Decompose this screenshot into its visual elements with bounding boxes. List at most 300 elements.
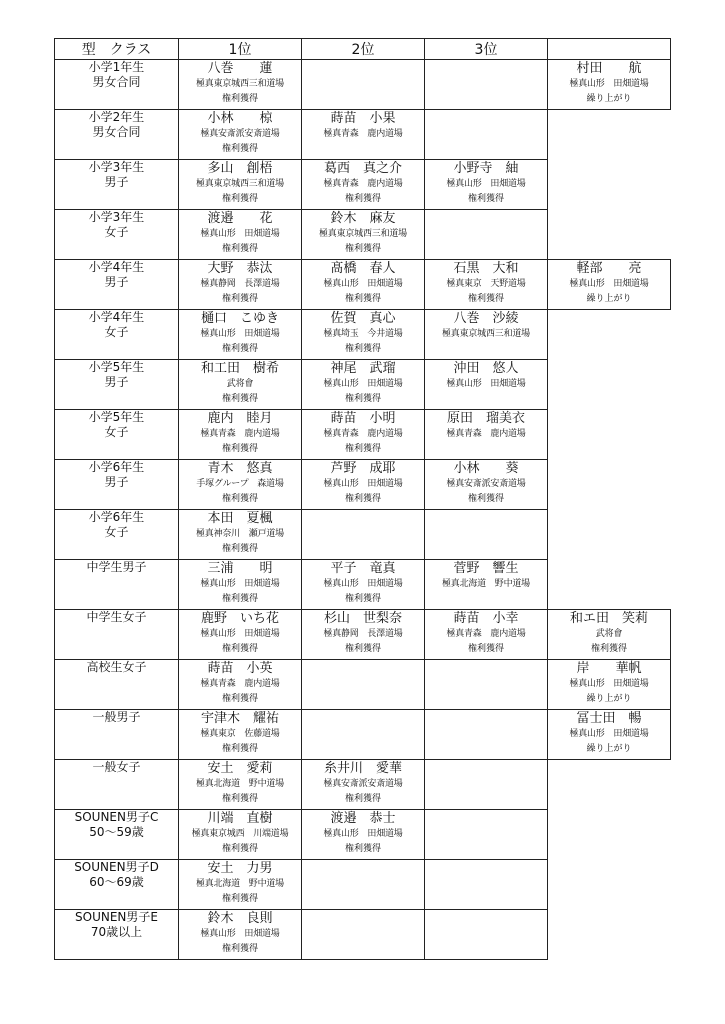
- athlete-name: 村田 航: [576, 61, 642, 76]
- athlete-name: 沖田 悠人: [453, 361, 519, 376]
- class-cell: [55, 210, 179, 260]
- athlete-name: 石黒 大和: [453, 261, 519, 276]
- athlete-name: 小林 椋: [207, 111, 273, 126]
- second-place-cell: [302, 860, 425, 910]
- athlete-name: 和工田 樹希: [200, 361, 279, 376]
- athlete-name: 鈴木 麻友: [330, 211, 396, 226]
- status-note: 権利獲得: [221, 444, 258, 454]
- third-place-cell: [425, 910, 548, 960]
- athlete-name: 鈴木 良則: [207, 911, 273, 926]
- class-cell: [55, 810, 179, 860]
- class-label: 小学5年生: [88, 360, 145, 374]
- class-label: 小学2年生: [88, 110, 145, 124]
- class-cell: [55, 310, 179, 360]
- class-label: 小学4年生: [88, 260, 145, 274]
- third-place-cell: [425, 710, 548, 760]
- status-note: 権利獲得: [344, 194, 381, 204]
- class-label: 小学4年生: [88, 310, 145, 324]
- status-note: 権利獲得: [344, 444, 381, 454]
- athlete-name: 本田 夏楓: [207, 511, 273, 526]
- athlete-name: 神尾 武瑠: [330, 361, 396, 376]
- table-row: [55, 610, 671, 660]
- athlete-name: 樋口 こゆき: [200, 311, 279, 326]
- third-place-cell: [425, 60, 548, 110]
- first-place-cell: [179, 510, 302, 560]
- table-row: [55, 760, 671, 810]
- class-label: SOUNEN男子D: [74, 860, 159, 874]
- status-note: 権利獲得: [221, 944, 258, 954]
- athlete-name: [548, 210, 671, 211]
- first-place-cell: [179, 310, 302, 360]
- table-row: [55, 410, 671, 460]
- status-note: 権利獲得: [344, 644, 381, 654]
- athlete-name: [425, 660, 547, 661]
- dojo-name: 極真山形 田畑道場: [200, 629, 280, 639]
- class-label: 女子: [104, 225, 129, 239]
- athlete-name: 岸 華帆: [576, 661, 642, 676]
- table-row: [55, 510, 671, 560]
- first-place-cell: [179, 710, 302, 760]
- athlete-name: 鹿野 いち花: [200, 611, 279, 626]
- athlete-name: 小林 葵: [453, 461, 519, 476]
- status-note: 権利獲得: [221, 94, 258, 104]
- status-note: 権利獲得: [221, 694, 258, 704]
- class-cell: [55, 760, 179, 810]
- class-cell: [55, 260, 179, 310]
- third-place-cell: [425, 860, 548, 910]
- dojo-name: 極真山形 田畑道場: [569, 79, 649, 89]
- dojo-name: 極真東京 佐藤道場: [200, 729, 280, 739]
- second-place-cell: [302, 510, 425, 560]
- status-note: 繰り上がり: [586, 744, 632, 754]
- athlete-name: [425, 510, 547, 511]
- third-place-cell: [425, 610, 548, 660]
- dojo-name: 極真青森 鹿内道場: [446, 629, 526, 639]
- table-row: [55, 160, 671, 210]
- third-place-cell: [425, 560, 548, 610]
- second-place-cell: [302, 760, 425, 810]
- status-note: 権利獲得: [344, 794, 381, 804]
- athlete-name: [548, 460, 671, 461]
- first-place-cell: [179, 610, 302, 660]
- third-place-cell: [425, 360, 548, 410]
- dojo-name: 極真青森 鹿内道場: [200, 679, 280, 689]
- athlete-name: [425, 760, 547, 761]
- athlete-name: [302, 860, 424, 861]
- athlete-name: 川端 直樹: [207, 811, 273, 826]
- status-note: 権利獲得: [467, 644, 504, 654]
- class-cell: [55, 60, 179, 110]
- header-third: 3位: [425, 39, 548, 60]
- athlete-name: 小野寺 紬: [453, 161, 519, 176]
- class-cell: [55, 610, 179, 660]
- athlete-name: 糸井川 愛華: [323, 761, 402, 776]
- first-place-cell: [179, 560, 302, 610]
- first-place-cell: [179, 360, 302, 410]
- status-note: 権利獲得: [467, 294, 504, 304]
- extra-cell: [548, 60, 671, 110]
- athlete-name: 安土 愛莉: [207, 761, 273, 776]
- dojo-name: 極真静岡 長澤道場: [200, 279, 280, 289]
- dojo-name: 極真東京城西三和道場: [441, 329, 530, 339]
- athlete-name: [548, 110, 671, 111]
- dojo-name: 極真北海道 野中道場: [195, 879, 284, 889]
- dojo-name: 極真山形 田畑道場: [323, 579, 403, 589]
- dojo-name: 極真東京城西三和道場: [195, 179, 284, 189]
- class-label: 一般女子: [92, 760, 141, 774]
- athlete-name: [425, 110, 547, 111]
- athlete-name: 蒔苗 小英: [207, 661, 273, 676]
- extra-cell: [548, 910, 671, 960]
- status-note: 権利獲得: [221, 244, 258, 254]
- dojo-name: 極真安斎派安斎道場: [446, 479, 526, 489]
- table-row: [55, 810, 671, 860]
- second-place-cell: [302, 310, 425, 360]
- status-note: 権利獲得: [221, 294, 258, 304]
- dojo-name: 極真青森 鹿内道場: [323, 429, 403, 439]
- table-row: [55, 210, 671, 260]
- third-place-cell: [425, 810, 548, 860]
- status-note: 権利獲得: [590, 644, 627, 654]
- status-note: 権利獲得: [221, 894, 258, 904]
- athlete-name: [425, 860, 547, 861]
- second-place-cell: [302, 610, 425, 660]
- dojo-name: 極真山形 田畑道場: [323, 829, 403, 839]
- extra-cell: [548, 660, 671, 710]
- third-place-cell: [425, 660, 548, 710]
- table-row: [55, 260, 671, 310]
- class-label: 中学生女子: [86, 610, 147, 624]
- extra-cell: [548, 760, 671, 810]
- first-place-cell: [179, 160, 302, 210]
- athlete-name: 佐賀 真心: [330, 311, 396, 326]
- athlete-name: [548, 360, 671, 361]
- dojo-name: 極真青森 鹿内道場: [446, 429, 526, 439]
- class-label: 小学5年生: [88, 410, 145, 424]
- table-row: [55, 110, 671, 160]
- third-place-cell: [425, 310, 548, 360]
- third-place-cell: [425, 410, 548, 460]
- athlete-name: 宇津木 耀祐: [200, 711, 279, 726]
- extra-cell: [548, 560, 671, 610]
- athlete-name: 大野 恭汰: [207, 261, 273, 276]
- athlete-name: [302, 710, 424, 711]
- class-cell: [55, 160, 179, 210]
- dojo-name: 極真静岡 長澤道場: [323, 629, 403, 639]
- class-cell: [55, 710, 179, 760]
- status-note: 繰り上がり: [586, 94, 632, 104]
- status-note: 権利獲得: [221, 544, 258, 554]
- extra-cell: [548, 260, 671, 310]
- table-row: [55, 910, 671, 960]
- dojo-name: 極真山形 田畑道場: [200, 929, 280, 939]
- first-place-cell: [179, 110, 302, 160]
- athlete-name: [548, 310, 671, 311]
- status-note: 権利獲得: [221, 144, 258, 154]
- athlete-name: 八巻 蓮: [207, 61, 273, 76]
- table-row: [55, 560, 671, 610]
- status-note: 権利獲得: [344, 244, 381, 254]
- dojo-name: 極真青森 鹿内道場: [323, 129, 403, 139]
- table-row: [55, 310, 671, 360]
- class-label: 50～59歳: [89, 825, 144, 839]
- athlete-name: 多山 創梧: [207, 161, 273, 176]
- dojo-name: 極真安斎派安斎道場: [323, 779, 403, 789]
- first-place-cell: [179, 260, 302, 310]
- athlete-name: [302, 60, 424, 61]
- third-place-cell: [425, 510, 548, 560]
- extra-cell: [548, 610, 671, 660]
- extra-cell: [548, 510, 671, 560]
- status-note: 権利獲得: [344, 344, 381, 354]
- dojo-name: 極真山形 田畑道場: [446, 179, 526, 189]
- athlete-name: 平子 竜真: [330, 561, 396, 576]
- class-cell: [55, 660, 179, 710]
- dojo-name: 極真山形 田畑道場: [569, 729, 649, 739]
- header-row: [55, 39, 671, 60]
- athlete-name: 三浦 明: [207, 561, 273, 576]
- third-place-cell: [425, 760, 548, 810]
- dojo-name: 極真東京城西三和道場: [318, 229, 407, 239]
- dojo-name: 武将會: [595, 629, 623, 639]
- athlete-name: [548, 810, 671, 811]
- athlete-name: [548, 560, 671, 561]
- table-row: [55, 860, 671, 910]
- dojo-name: 極真埼玉 今井道場: [323, 329, 403, 339]
- second-place-cell: [302, 410, 425, 460]
- athlete-name: 冨士田 暢: [576, 711, 642, 726]
- dojo-name: 武将會: [226, 379, 254, 389]
- class-cell: [55, 360, 179, 410]
- status-note: 権利獲得: [221, 394, 258, 404]
- second-place-cell: [302, 810, 425, 860]
- athlete-name: [425, 910, 547, 911]
- class-cell: [55, 860, 179, 910]
- extra-cell: [548, 110, 671, 160]
- dojo-name: 極真山形 田畑道場: [323, 379, 403, 389]
- first-place-cell: [179, 860, 302, 910]
- dojo-name: 極真北海道 野中道場: [195, 779, 284, 789]
- class-label: 70歳以上: [90, 925, 143, 939]
- status-note: 権利獲得: [344, 594, 381, 604]
- status-note: 権利獲得: [467, 194, 504, 204]
- second-place-cell: [302, 110, 425, 160]
- first-place-cell: [179, 410, 302, 460]
- class-label: 男子: [104, 275, 129, 289]
- athlete-name: 髙橋 春人: [330, 261, 396, 276]
- dojo-name: 極真山形 田畑道場: [446, 379, 526, 389]
- athlete-name: [302, 910, 424, 911]
- second-place-cell: [302, 460, 425, 510]
- athlete-name: [425, 810, 547, 811]
- athlete-name: 菅野 響生: [453, 561, 519, 576]
- athlete-name: [425, 60, 547, 61]
- dojo-name: 極真山形 田畑道場: [323, 279, 403, 289]
- first-place-cell: [179, 810, 302, 860]
- status-note: 権利獲得: [221, 594, 258, 604]
- dojo-name: 極真東京城西三和道場: [195, 79, 284, 89]
- header-second: 2位: [302, 39, 425, 60]
- table-row: [55, 660, 671, 710]
- status-note: 権利獲得: [344, 844, 381, 854]
- status-note: 権利獲得: [221, 494, 258, 504]
- class-label: 中学生男子: [86, 560, 147, 574]
- class-cell: [55, 410, 179, 460]
- class-label: SOUNEN男子E: [75, 910, 158, 924]
- dojo-name: 極真山形 田畑道場: [569, 279, 649, 289]
- class-label: 女子: [104, 425, 129, 439]
- dojo-name: 極真東京 天野道場: [446, 279, 526, 289]
- athlete-name: 原田 瑠美衣: [446, 411, 525, 426]
- dojo-name: 極真山形 田畑道場: [323, 479, 403, 489]
- first-place-cell: [179, 460, 302, 510]
- dojo-name: 極真山形 田畑道場: [569, 679, 649, 689]
- class-label: SOUNEN男子C: [74, 810, 159, 824]
- athlete-name: [302, 510, 424, 511]
- status-note: 権利獲得: [221, 844, 258, 854]
- second-place-cell: [302, 560, 425, 610]
- athlete-name: 芦野 成耶: [330, 461, 396, 476]
- athlete-name: [548, 160, 671, 161]
- class-label: 小学6年生: [88, 460, 145, 474]
- athlete-name: 八巻 沙綾: [453, 311, 519, 326]
- athlete-name: [425, 710, 547, 711]
- status-note: 権利獲得: [221, 194, 258, 204]
- third-place-cell: [425, 110, 548, 160]
- athlete-name: 青木 悠真: [207, 461, 273, 476]
- athlete-name: [425, 210, 547, 211]
- first-place-cell: [179, 760, 302, 810]
- dojo-name: 極真東京城西 川端道場: [191, 829, 289, 839]
- dojo-name: 手塚グループ 森道場: [196, 479, 284, 489]
- second-place-cell: [302, 360, 425, 410]
- class-label: 小学3年生: [88, 210, 145, 224]
- athlete-name: [548, 860, 671, 861]
- athlete-name: 蒔苗 小果: [330, 111, 396, 126]
- third-place-cell: [425, 210, 548, 260]
- athlete-name: 渡邉 恭士: [330, 811, 396, 826]
- dojo-name: 極真青森 鹿内道場: [323, 179, 403, 189]
- class-label: 小学3年生: [88, 160, 145, 174]
- results-body: [55, 60, 671, 960]
- athlete-name: 安土 力男: [207, 861, 273, 876]
- class-label: 高校生女子: [86, 660, 147, 674]
- extra-cell: [548, 360, 671, 410]
- dojo-name: 極真神奈川 瀬戸道場: [195, 529, 284, 539]
- extra-cell: [548, 410, 671, 460]
- second-place-cell: [302, 710, 425, 760]
- class-label: 女子: [104, 325, 129, 339]
- header-extra: [548, 39, 671, 60]
- header-class: 型 クラス: [55, 39, 179, 60]
- status-note: 権利獲得: [221, 794, 258, 804]
- class-label: 男女合同: [92, 75, 141, 89]
- dojo-name: 極真青森 鹿内道場: [200, 429, 280, 439]
- table-row: [55, 710, 671, 760]
- results-table: [54, 38, 671, 960]
- second-place-cell: [302, 260, 425, 310]
- athlete-name: 渡邉 花: [207, 211, 273, 226]
- class-label: 小学6年生: [88, 510, 145, 524]
- dojo-name: 極真山形 田畑道場: [200, 579, 280, 589]
- status-note: 権利獲得: [467, 494, 504, 504]
- athlete-name: [302, 660, 424, 661]
- class-cell: [55, 560, 179, 610]
- status-note: 権利獲得: [221, 644, 258, 654]
- dojo-name: 極真山形 田畑道場: [200, 329, 280, 339]
- athlete-name: 蒔苗 小幸: [453, 611, 519, 626]
- athlete-name: 和エ田 笑莉: [569, 611, 648, 626]
- class-label: 男子: [104, 375, 129, 389]
- third-place-cell: [425, 160, 548, 210]
- class-label: 60～69歳: [89, 875, 144, 889]
- athlete-name: 葛西 真之介: [323, 161, 402, 176]
- second-place-cell: [302, 210, 425, 260]
- extra-cell: [548, 710, 671, 760]
- status-note: 権利獲得: [344, 494, 381, 504]
- dojo-name: 極真山形 田畑道場: [200, 229, 280, 239]
- athlete-name: 軽部 亮: [576, 261, 642, 276]
- athlete-name: [548, 760, 671, 761]
- third-place-cell: [425, 260, 548, 310]
- table-row: [55, 460, 671, 510]
- first-place-cell: [179, 210, 302, 260]
- athlete-name: 杉山 世梨奈: [323, 611, 402, 626]
- extra-cell: [548, 810, 671, 860]
- header-first: 1位: [179, 39, 302, 60]
- dojo-name: 極真北海道 野中道場: [441, 579, 530, 589]
- table-row: [55, 60, 671, 110]
- second-place-cell: [302, 910, 425, 960]
- second-place-cell: [302, 160, 425, 210]
- class-label: 男女合同: [92, 125, 141, 139]
- athlete-name: [548, 910, 671, 911]
- status-note: 権利獲得: [344, 394, 381, 404]
- extra-cell: [548, 310, 671, 360]
- class-label: 男子: [104, 175, 129, 189]
- class-cell: [55, 910, 179, 960]
- athlete-name: [548, 410, 671, 411]
- second-place-cell: [302, 60, 425, 110]
- extra-cell: [548, 160, 671, 210]
- athlete-name: 蒔苗 小明: [330, 411, 396, 426]
- status-note: 権利獲得: [221, 744, 258, 754]
- first-place-cell: [179, 660, 302, 710]
- class-label: 男子: [104, 475, 129, 489]
- third-place-cell: [425, 460, 548, 510]
- status-note: 繰り上がり: [586, 294, 632, 304]
- table-row: [55, 360, 671, 410]
- status-note: 権利獲得: [344, 294, 381, 304]
- class-label: 一般男子: [92, 710, 141, 724]
- athlete-name: 鹿内 睦月: [207, 411, 273, 426]
- status-note: 権利獲得: [221, 344, 258, 354]
- class-label: 女子: [104, 525, 129, 539]
- first-place-cell: [179, 60, 302, 110]
- extra-cell: [548, 210, 671, 260]
- class-label: 小学1年生: [88, 60, 145, 74]
- class-cell: [55, 460, 179, 510]
- dojo-name: 極真安斎派安斎道場: [200, 129, 280, 139]
- first-place-cell: [179, 910, 302, 960]
- class-cell: [55, 110, 179, 160]
- status-note: 繰り上がり: [586, 694, 632, 704]
- extra-cell: [548, 460, 671, 510]
- athlete-name: [548, 510, 671, 511]
- extra-cell: [548, 860, 671, 910]
- class-cell: [55, 510, 179, 560]
- second-place-cell: [302, 660, 425, 710]
